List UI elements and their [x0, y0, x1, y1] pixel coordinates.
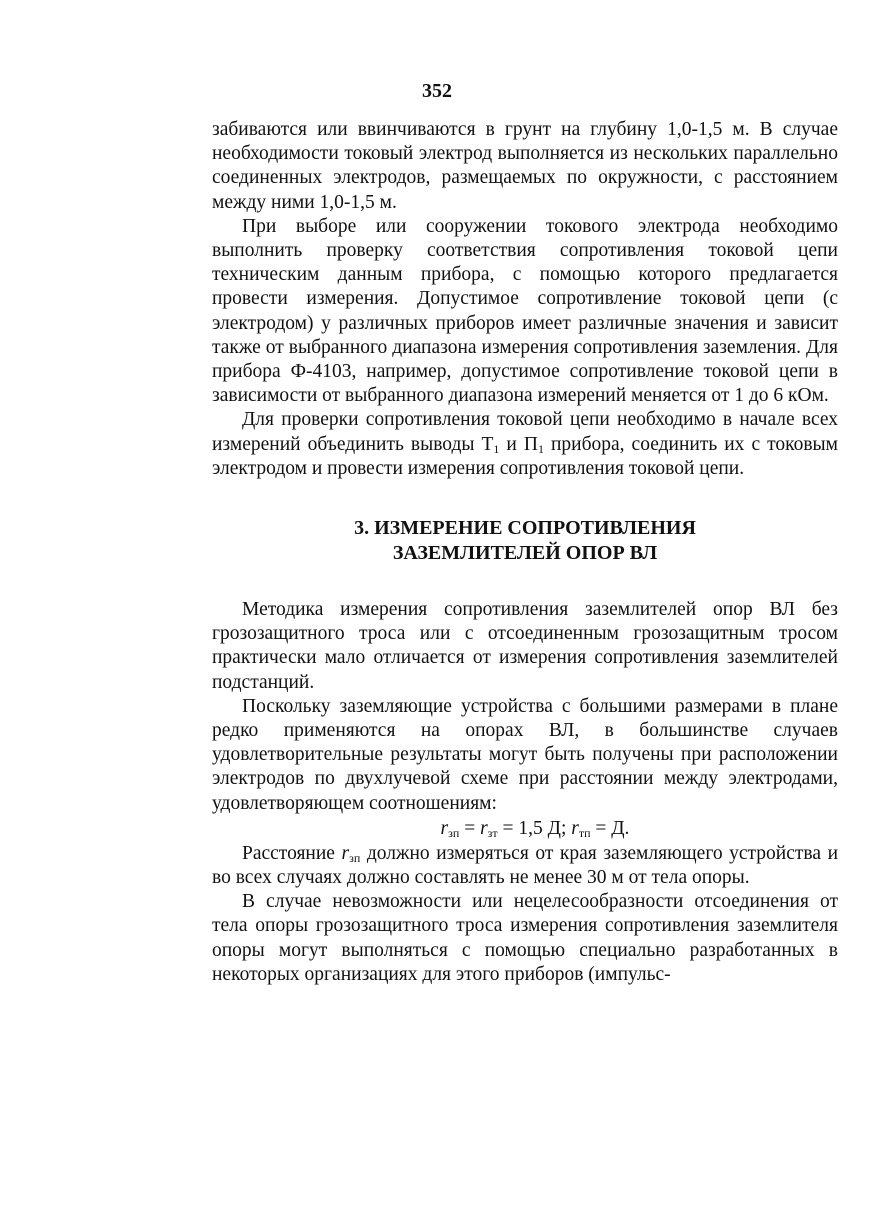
distance-text-part1: Расстояние — [242, 842, 342, 864]
page-number: 352 — [422, 80, 452, 102]
formula-eq3: = Д. — [590, 817, 630, 839]
paragraph-methodology: Методика измерения сопротивления заземлителей опор ВЛ без грозозащитного троса или с отсоединенным грозозащитным тросом практически мало отличается от измерения сопротивления заземлителей подстанций. — [212, 599, 838, 693]
paragraph-electrode-scheme: Поскольку заземляющие устройства с большими размерами в плане редко применяются на опорах ВЛ, в большинстве случаев удовлетворительные результаты могут быть получены при расположении электродов по двухлучевой схеме при расстоянии между электродами, удовлетворяющем соотношениям: — [212, 695, 838, 814]
section-heading — [212, 516, 838, 566]
formula-sub-zp: зп — [448, 825, 460, 840]
section-heading-line1: 3. ИЗМЕРЕНИЕ СОПРОТИВЛЕНИЯ — [354, 517, 696, 540]
formula-r3: r — [571, 817, 579, 839]
formula-r2: r — [480, 817, 488, 839]
terminal-p-subscript: 1 — [537, 441, 544, 456]
distance-r: r — [341, 842, 350, 864]
paragraph-current-circuit-check: При выборе или сооружении токового электрода необходимо выполнить проверку соответствия сопротивления токовой цепи техническим данным прибора, с помощью которого предлагается провести измерения. Допустимое сопротивление токовой цепи (с электродом) у различных приборов имеет различные значения и зависит также от выбранного диапазона измерения сопротивления заземления. Для прибора Ф-4103, например, допустимое сопротивление токовой цепи в зависимости от выбранного диапазона измерений меняется от 1 до 6 кОм. — [212, 215, 838, 407]
distance-sub-zp: зп — [349, 850, 361, 865]
section-heading-line2: ЗАЗЕМЛИТЕЛЕЙ ОПОР ВЛ — [392, 542, 658, 565]
formula-sub-tp: тп — [578, 825, 591, 840]
formula-eq2: = 1,5 Д; — [497, 817, 572, 839]
formula-r1: r — [440, 817, 449, 839]
distance-text-part2: должно измеряться от края заземляющего устройства и во всех случаях должно составлять не менее 30 м от тела опоры. — [212, 842, 839, 889]
terminals-text-part1: Для проверки сопротивления токовой цепи необходимо в начале всех измерений объединить выводы Т — [212, 409, 838, 455]
paragraph-electrode-placement: забиваются или ввинчиваются в грунт на глубину 1,0-1,5 м. В случае необходимости токовый электрод выполняется из нескольких параллельно соединенных электродов, размещаемых по окружности, с расстоянием между ними 1,0-1,5 м. — [212, 119, 838, 213]
text-column — [212, 118, 838, 987]
terminals-text-part3: прибора, соединить их с токовым электродом и провести измерения сопротивления токовой цепи. — [212, 433, 839, 479]
distance-formula — [212, 816, 838, 842]
formula-eq1: = — [459, 817, 481, 839]
terminals-text-part2: и П — [499, 433, 538, 455]
paragraph-distance — [212, 842, 838, 890]
formula-sub-zt: зт — [487, 825, 498, 840]
paragraph-ground-wire: В случае невозможности или нецелесообразности отсоединения от тела опоры грозозащитного троса измерения сопротивления заземлителя опоры могут выполняться с помощью специально разработанных в некоторых организациях для этого приборов (импульс- — [212, 891, 838, 985]
paragraph-terminals — [212, 408, 838, 481]
terminal-t-subscript: 1 — [493, 441, 500, 456]
